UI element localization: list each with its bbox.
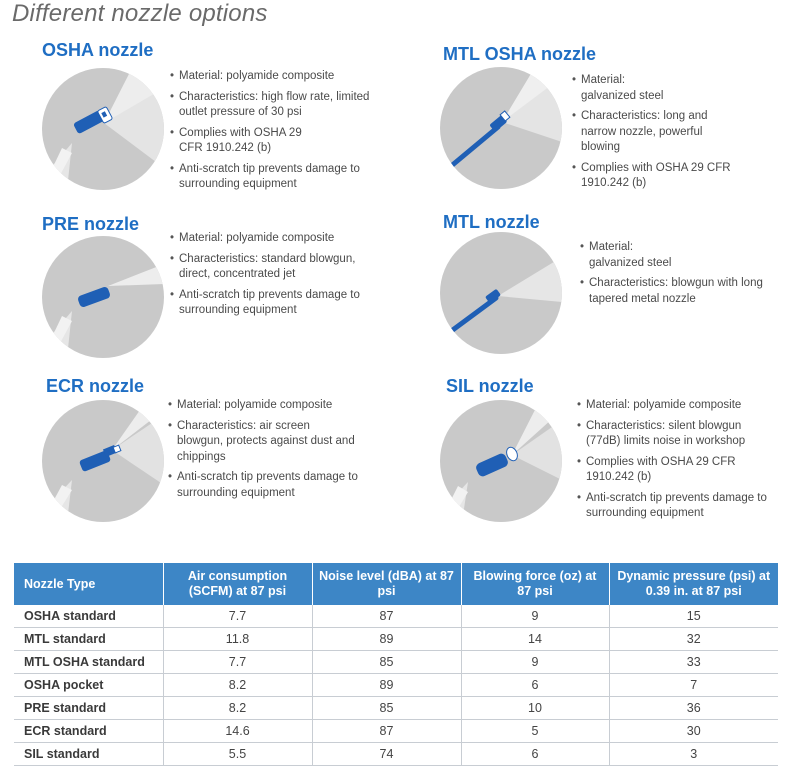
table-row <box>14 674 778 697</box>
column-header-air-consumption: Air consumption (SCFM) at 87 psi <box>163 563 312 605</box>
air-consumption-cell: 7.7 <box>163 605 312 628</box>
noise-level-cell: 89 <box>312 674 461 697</box>
spec-item: • Material: galvanized steel <box>580 240 679 271</box>
page-title: Different nozzle options <box>12 0 268 27</box>
pre-nozzle-title: PRE nozzle <box>42 214 140 234</box>
spec-item: • Characteristics: long and narrow nozzle, powerful blowing <box>572 109 716 156</box>
osha-nozzle-title: OSHA nozzle <box>42 40 154 60</box>
air-consumption-cell: 8.2 <box>163 674 312 697</box>
spec-item: • Anti-scratch tip prevents damage to surrounding equipment <box>577 491 777 522</box>
spec-item: • Characteristics: silent blowgun (77dB) limits noise in workshop <box>577 419 776 450</box>
dynamic-pressure-cell: 32 <box>609 628 778 651</box>
spec-item: • Complies with OSHA 29 CFR 1910.242 (b) <box>577 455 761 486</box>
nozzle-type-cell: MTL standard <box>14 628 163 651</box>
spec-item: • Characteristics: high flow rate, limited outlet pressure of 30 psi <box>170 90 370 121</box>
nozzle-type-cell: PRE standard <box>14 697 163 720</box>
spec-item: • Material: polyamide composite <box>170 231 370 247</box>
pre-nozzle-specs <box>170 231 370 324</box>
dynamic-pressure-cell: 36 <box>609 697 778 720</box>
sil-nozzle-title: SIL nozzle <box>446 376 534 396</box>
nozzle-type-cell: OSHA pocket <box>14 674 163 697</box>
spec-item: • Material: galvanized steel <box>572 73 671 104</box>
blowing-force-cell: 9 <box>461 651 609 674</box>
spec-item: • Anti-scratch tip prevents damage to surrounding equipment <box>170 288 370 319</box>
nozzle-type-cell: MTL OSHA standard <box>14 651 163 674</box>
table-header-row <box>14 563 778 605</box>
blowing-force-cell: 5 <box>461 720 609 743</box>
spec-item: • Anti-scratch tip prevents damage to surrounding equipment <box>170 162 370 193</box>
mtl-nozzle-specs <box>580 240 765 312</box>
mtl-osha-nozzle-title: MTL OSHA nozzle <box>443 44 596 64</box>
blowing-force-cell: 6 <box>461 743 609 766</box>
sil-nozzle-image <box>440 400 562 522</box>
spec-item: • Material: polyamide composite <box>170 69 370 85</box>
air-consumption-cell: 11.8 <box>163 628 312 651</box>
table-row <box>14 651 778 674</box>
air-consumption-cell: 5.5 <box>163 743 312 766</box>
blowing-force-cell: 14 <box>461 628 609 651</box>
noise-level-cell: 87 <box>312 605 461 628</box>
spec-item: • Material: polyamide composite <box>168 398 358 414</box>
column-header-noise-level: Noise level (dBA) at 87 psi <box>312 563 461 605</box>
mtl-nozzle-title: MTL nozzle <box>443 212 540 232</box>
spec-item: • Characteristics: standard blowgun, direct, concentrated jet <box>170 252 370 283</box>
noise-level-cell: 87 <box>312 720 461 743</box>
noise-level-cell: 85 <box>312 697 461 720</box>
dynamic-pressure-cell: 15 <box>609 605 778 628</box>
osha-nozzle-image <box>42 68 164 190</box>
nozzle-type-cell: ECR standard <box>14 720 163 743</box>
air-consumption-cell: 8.2 <box>163 697 312 720</box>
spec-item: • Complies with OSHA 29 CFR 1910.242 (b) <box>572 161 752 192</box>
blowing-force-cell: 6 <box>461 674 609 697</box>
table-row <box>14 743 778 766</box>
table-row <box>14 697 778 720</box>
table-row <box>14 720 778 743</box>
dynamic-pressure-cell: 30 <box>609 720 778 743</box>
mtl-osha-nozzle-image <box>440 67 562 189</box>
noise-level-cell: 85 <box>312 651 461 674</box>
noise-level-cell: 74 <box>312 743 461 766</box>
ecr-nozzle-specs <box>168 398 358 506</box>
column-header-nozzle-type: Nozzle Type <box>14 563 163 605</box>
sil-nozzle-specs <box>577 398 777 527</box>
dynamic-pressure-cell: 33 <box>609 651 778 674</box>
blowing-force-cell: 9 <box>461 605 609 628</box>
nozzle-type-cell: OSHA standard <box>14 605 163 628</box>
blowing-force-cell: 10 <box>461 697 609 720</box>
spec-item: • Complies with OSHA 29 CFR 1910.242 (b) <box>170 126 319 157</box>
dynamic-pressure-cell: 3 <box>609 743 778 766</box>
table-row <box>14 605 778 628</box>
pre-nozzle-image <box>42 236 164 358</box>
air-consumption-cell: 14.6 <box>163 720 312 743</box>
mtl-osha-nozzle-specs <box>572 73 752 197</box>
table-row <box>14 628 778 651</box>
air-consumption-cell: 7.7 <box>163 651 312 674</box>
spec-item: • Characteristics: air screen blowgun, protects against dust and chippings <box>168 419 359 466</box>
ecr-nozzle-title: ECR nozzle <box>46 376 145 396</box>
ecr-nozzle-image <box>42 400 164 522</box>
spec-item: • Anti-scratch tip prevents damage to surrounding equipment <box>168 470 358 501</box>
mtl-nozzle-image <box>440 232 562 354</box>
spec-item: • Characteristics: blowgun with long tapered metal nozzle <box>580 276 765 307</box>
dynamic-pressure-cell: 7 <box>609 674 778 697</box>
nozzle-spec-table <box>14 563 778 766</box>
spec-item: • Material: polyamide composite <box>577 398 777 414</box>
column-header-dynamic-pressure: Dynamic pressure (psi) at 0.39 in. at 87 psi <box>609 563 778 605</box>
noise-level-cell: 89 <box>312 628 461 651</box>
osha-nozzle-specs <box>170 69 370 198</box>
column-header-blowing-force: Blowing force (oz) at 87 psi <box>461 563 609 605</box>
nozzle-type-cell: SIL standard <box>14 743 163 766</box>
